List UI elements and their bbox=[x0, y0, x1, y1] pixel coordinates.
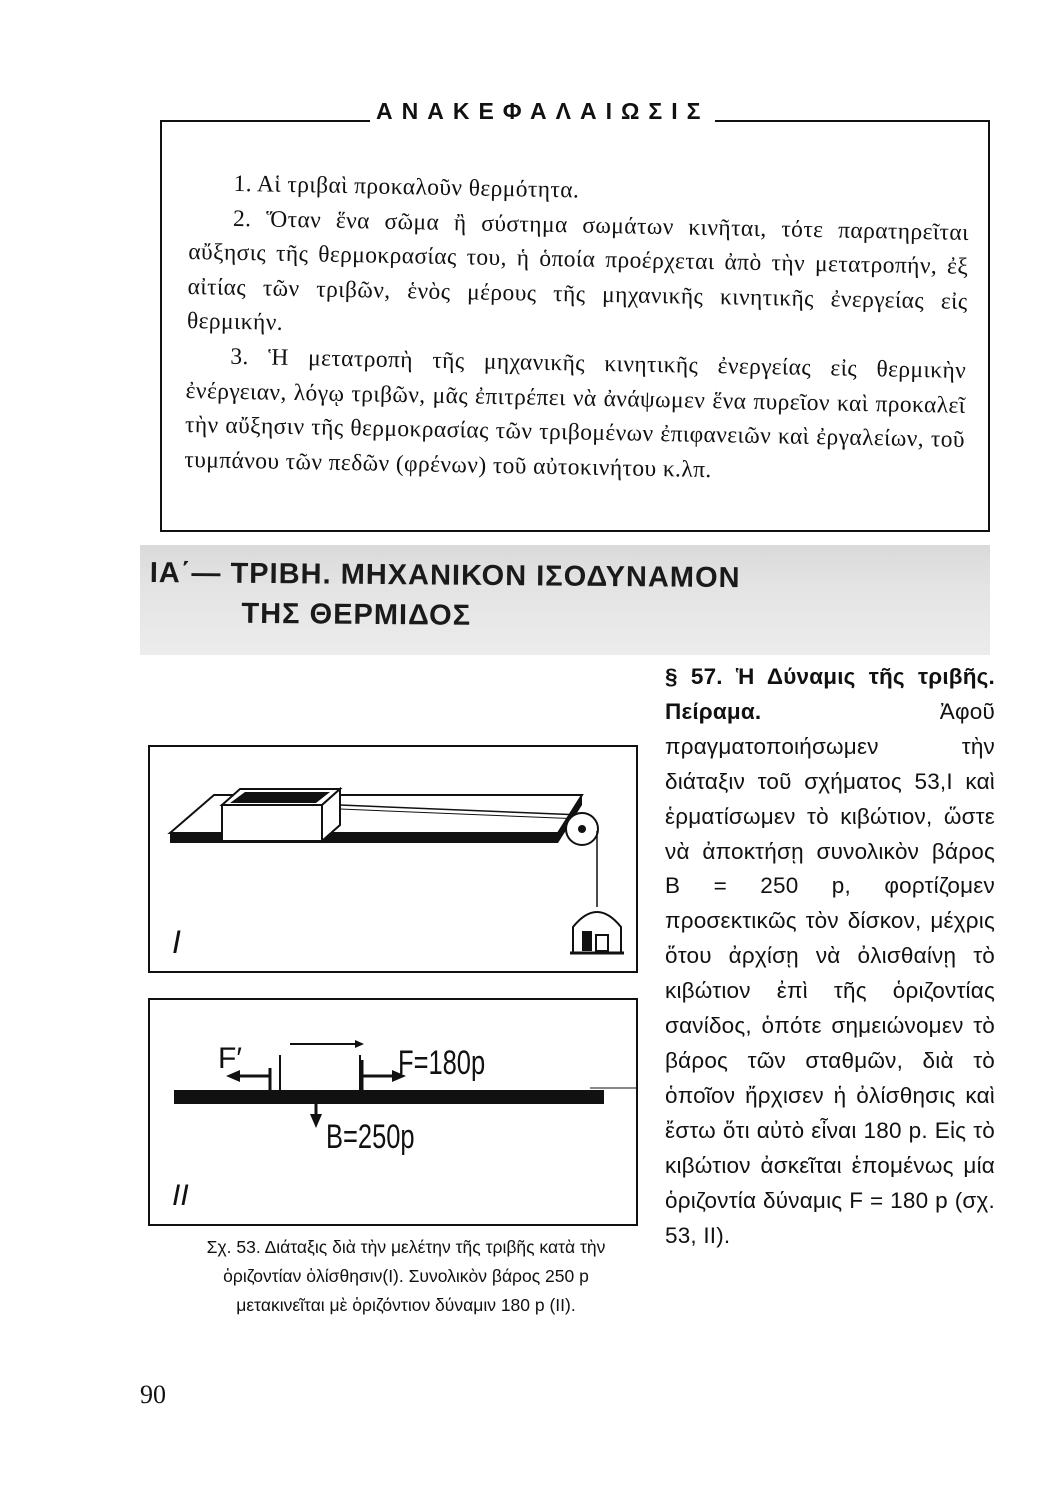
summary-title: ΑΝΑΚΕΦΑΛΑΙΩΣΙΣ bbox=[370, 98, 715, 125]
weight-1 bbox=[582, 931, 592, 951]
figure-53-II bbox=[148, 998, 638, 1226]
paragraph-57 bbox=[665, 660, 995, 1253]
summary-item-2: 2. Ὅταν ἕνα σῶμα ἢ σύστημα σωμάτων κινῆται, τότε παρατηρεῖται αὔξησις τῆς θερμοκρασίας του, ἡ ὁποία προέρχεται ἀπὸ τὴν μετατροπήν, ἐξ αἰτίας τῶν τριβῶν, ἑνὸς μέρους τῆς μηχανικῆς κινητικῆς ἐνεργείας εἰς θερμικήν. bbox=[186, 205, 970, 337]
page-number: 90 bbox=[140, 1380, 166, 1409]
figure-53-I bbox=[148, 745, 638, 973]
box bbox=[222, 805, 322, 841]
section-title-line-2: ΤΗΣ ΘΕΡΜΙΔΟΣ bbox=[241, 597, 472, 632]
figure-label-I: I bbox=[172, 924, 181, 960]
paragraph-heading: § 57. Ἡ Δύναμις τῆς τριβῆς. Πείραμα. bbox=[665, 664, 995, 724]
section-title bbox=[149, 553, 740, 638]
weight-arrowhead bbox=[310, 1114, 322, 1128]
label-weight: B=250p bbox=[326, 1118, 415, 1156]
board bbox=[174, 1090, 604, 1104]
motion-arrowhead bbox=[355, 1040, 364, 1048]
summary-text bbox=[184, 166, 970, 492]
figure-label-II: II bbox=[172, 1179, 189, 1212]
figure-caption: Σχ. 53. Διάταξις διὰ τὴν μελέτην τῆς τριβῆς κατὰ τὴν ὁριζοντίαν ὀλίσθησιν(Ι). Συνολικὸν βάρος 250 p μετακινεῖται μὲ ὁριζόντιον δύναμιν 180 p (ΙΙ). bbox=[206, 1237, 606, 1315]
apparatus-drawing bbox=[150, 747, 640, 975]
box-interior bbox=[230, 792, 330, 803]
label-friction-force: F′ bbox=[218, 1042, 242, 1075]
summary-item-1: 1. Αἱ τριβαὶ προκαλοῦν θερμότητα. bbox=[233, 170, 580, 204]
section-title-line-1: ΙΑ΄— ΤΡΙΒΗ. ΜΗΧΑΝΙΚΟΝ ΙΣΟΔΥΝΑΜΟΝ bbox=[149, 556, 741, 595]
force-diagram bbox=[150, 1000, 640, 1228]
weight-2 bbox=[596, 935, 608, 951]
label-applied-force: F=180p bbox=[398, 1044, 486, 1082]
pulley-axle bbox=[578, 825, 586, 833]
paragraph-body: Ἀφοῦ πραγματοποιήσωμεν τὴν διάταξιν τοῦ σχήματος 53,Ι καὶ ἑρματίσωμεν τὸ κιβώτιον, ὥστε νὰ ἀποκτήσῃ συνολικὸν βάρος Β = 250 p, φορτίζομεν προσεκτικῶς τὸν δίσκον, μέχρις ὅτου ἀρχίσῃ νὰ ὀλισθαίνῃ τὸ κιβώτιον ἐπὶ τῆς ὁριζοντίας σανίδος, ὁπότε σημειώνομεν τὸ βάρος τῶν σταθμῶν, διὰ τὸ ὁποῖον ἤρχισεν ἡ ὀλίσθησις καὶ ἔστω ὅτι αὐτὸ εἶναι 180 p. Εἰς τὸ κιβώτιον ἀσκεῖται ἑπομένως μία ὁριζοντία δύναμις F = 180 p (σχ. 53, ΙΙ). bbox=[665, 698, 995, 1248]
summary-item-3: 3. Ἡ μετατροπὴ τῆς μηχανικῆς κινητικῆς ἐνεργείας εἰς θερμικὴν ἐνέργειαν, λόγῳ τριβῶν, μᾶς ἐπιτρέπει νὰ ἀνάψωμεν ἕνα πυρεῖον καὶ προκαλεῖ τὴν αὔξησιν τῆς θερμοκρασίας τῶν τριβομένων ἐπιφανειῶν καὶ ἐργαλείων, τοῦ τυμπάνου τῶν πεδῶν (φρένων) τοῦ αὐτοκινήτου κ.λπ. bbox=[184, 343, 967, 483]
